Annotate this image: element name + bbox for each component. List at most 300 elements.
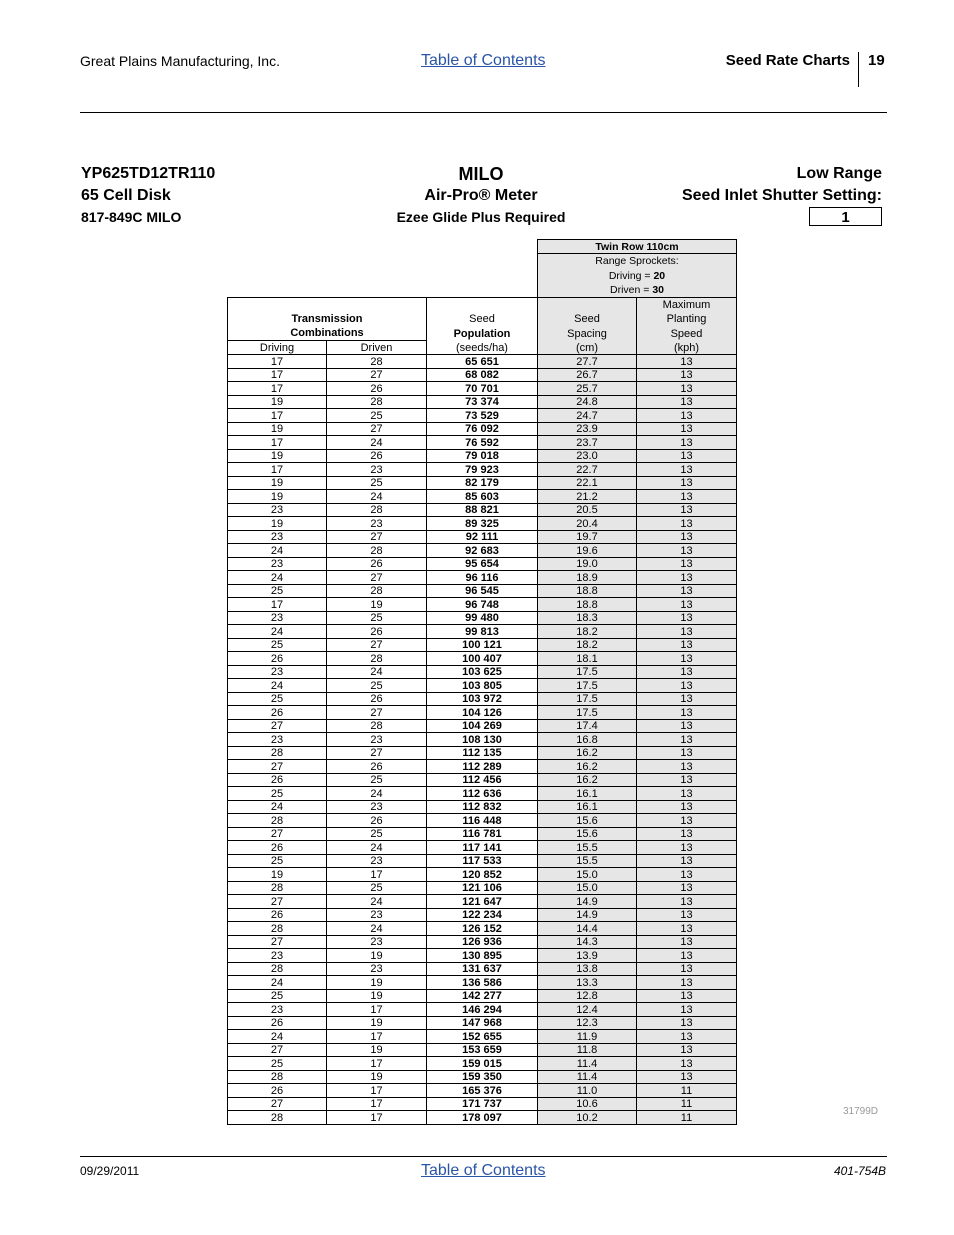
- spacing-cell: 16.8: [538, 733, 637, 747]
- driving-cell: 26: [228, 652, 327, 666]
- speed-cell: 13: [637, 692, 737, 706]
- driving-cell: 27: [228, 895, 327, 909]
- population-cell: 82 179: [427, 476, 538, 490]
- population-cell: 96 545: [427, 584, 538, 598]
- speed-cell: 13: [637, 976, 737, 990]
- driving-cell: 23: [228, 665, 327, 679]
- driving-cell: 28: [228, 746, 327, 760]
- driving-cell: 25: [228, 584, 327, 598]
- population-cell: 159 015: [427, 1057, 538, 1071]
- driven-cell: 24: [327, 895, 427, 909]
- driven-cell: 24: [327, 490, 427, 504]
- table-row: [228, 517, 737, 531]
- speed-cell: 13: [637, 355, 737, 369]
- spacing-cell: 16.1: [538, 800, 637, 814]
- driven-cell: 25: [327, 827, 427, 841]
- driving-cell: 23: [228, 530, 327, 544]
- speed-cell: 13: [637, 625, 737, 639]
- transmission-header: Transmission Combinations: [228, 298, 427, 341]
- population-cell: 68 082: [427, 368, 538, 382]
- driving-cell: 19: [228, 868, 327, 882]
- speed-cell: 13: [637, 760, 737, 774]
- driven-sprocket-value: 30: [652, 284, 664, 297]
- population-cell: 121 647: [427, 895, 538, 909]
- table-row: [228, 841, 737, 855]
- population-cell: 65 651: [427, 355, 538, 369]
- population-cell: 99 480: [427, 611, 538, 625]
- speed-cell: 13: [637, 638, 737, 652]
- driving-cell: 17: [228, 409, 327, 423]
- table-row: [228, 895, 737, 909]
- driven-cell: 27: [327, 530, 427, 544]
- driven-cell: 24: [327, 787, 427, 801]
- driven-cell: 27: [327, 368, 427, 382]
- table-row: [228, 922, 737, 936]
- population-cell: 85 603: [427, 490, 538, 504]
- spacing-cell: 13.9: [538, 949, 637, 963]
- spacing-cell: 16.2: [538, 760, 637, 774]
- table-row: [228, 989, 737, 1003]
- table-row: [228, 868, 737, 882]
- table-row: [228, 557, 737, 571]
- spacing-cell: 18.9: [538, 571, 637, 585]
- speed-cell: 13: [637, 949, 737, 963]
- table-row: [228, 665, 737, 679]
- table-row: [228, 976, 737, 990]
- population-cell: 73 374: [427, 395, 538, 409]
- table-row: [228, 409, 737, 423]
- speed-cell: 13: [637, 1016, 737, 1030]
- speed-cell: 13: [637, 989, 737, 1003]
- driven-cell: 19: [327, 1043, 427, 1057]
- driving-cell: 27: [228, 827, 327, 841]
- population-cell: 126 936: [427, 935, 538, 949]
- driven-cell: 19: [327, 976, 427, 990]
- population-cell: 121 106: [427, 881, 538, 895]
- driving-cell: 26: [228, 908, 327, 922]
- spacing-cell: 10.6: [538, 1097, 637, 1111]
- speed-cell: 13: [637, 1057, 737, 1071]
- driving-cell: 27: [228, 760, 327, 774]
- table-row: [228, 1070, 737, 1084]
- speed-cell: 13: [637, 1030, 737, 1044]
- section-title: Seed Rate Charts: [725, 52, 850, 69]
- driven-cell: 19: [327, 1016, 427, 1030]
- table-row: [228, 368, 737, 382]
- driving-cell: 24: [228, 625, 327, 639]
- spacing-cell: 23.0: [538, 449, 637, 463]
- crop-title: MILO: [458, 164, 504, 184]
- table-row: [228, 395, 737, 409]
- speed-cell: 13: [637, 800, 737, 814]
- table-row: [228, 814, 737, 828]
- driving-cell: 23: [228, 557, 327, 571]
- spacing-cell: 14.3: [538, 935, 637, 949]
- population-cell: 99 813: [427, 625, 538, 639]
- table-row: [228, 611, 737, 625]
- driven-cell: 26: [327, 814, 427, 828]
- driven-cell: 27: [327, 638, 427, 652]
- driving-cell: 28: [228, 1070, 327, 1084]
- driven-cell: 26: [327, 625, 427, 639]
- population-cell: 103 625: [427, 665, 538, 679]
- spacing-cell: 17.5: [538, 665, 637, 679]
- population-cell: 95 654: [427, 557, 538, 571]
- speed-cell: 13: [637, 449, 737, 463]
- spacing-cell: 17.5: [538, 692, 637, 706]
- spacing-cell: 11.4: [538, 1057, 637, 1071]
- population-cell: 131 637: [427, 962, 538, 976]
- spacing-cell: 24.8: [538, 395, 637, 409]
- speed-unit: (kph): [637, 341, 737, 355]
- table-row: [228, 827, 737, 841]
- speed-cell: 13: [637, 841, 737, 855]
- spacing-cell: 18.1: [538, 652, 637, 666]
- shutter-label: Seed Inlet Shutter Setting:: [681, 187, 882, 204]
- spacing-cell: 20.5: [538, 503, 637, 517]
- driven-cell: 17: [327, 868, 427, 882]
- driving-cell: 17: [228, 382, 327, 396]
- spacing-cell: 16.2: [538, 773, 637, 787]
- driven-cell: 23: [327, 517, 427, 531]
- population-cell: 92 111: [427, 530, 538, 544]
- page-number: 19: [868, 52, 885, 69]
- population-cell: 112 289: [427, 760, 538, 774]
- driven-cell: 17: [327, 1003, 427, 1017]
- driving-cell: 23: [228, 733, 327, 747]
- spacing-cell: 11.4: [538, 1070, 637, 1084]
- driven-cell: 23: [327, 854, 427, 868]
- table-row: [228, 1030, 737, 1044]
- table-row: [228, 1003, 737, 1017]
- spacing-cell: 18.2: [538, 625, 637, 639]
- speed-cell: 13: [637, 1043, 737, 1057]
- driven-cell: 26: [327, 760, 427, 774]
- driving-cell: 26: [228, 1016, 327, 1030]
- driving-cell: 24: [228, 976, 327, 990]
- table-row: [228, 949, 737, 963]
- driven-cell: 24: [327, 922, 427, 936]
- population-cell: 104 126: [427, 706, 538, 720]
- driven-cell: 28: [327, 355, 427, 369]
- driving-cell: 17: [228, 355, 327, 369]
- table-row: [228, 881, 737, 895]
- driving-cell: 17: [228, 463, 327, 477]
- population-cell: 112 832: [427, 800, 538, 814]
- range-label: Low Range: [796, 165, 882, 182]
- speed-cell: 13: [637, 679, 737, 693]
- driving-cell: 23: [228, 611, 327, 625]
- table-row: [228, 422, 737, 436]
- driving-cell: 25: [228, 638, 327, 652]
- driven-cell: 27: [327, 422, 427, 436]
- population-cell: 76 092: [427, 422, 538, 436]
- spacing-unit: (cm): [538, 341, 637, 355]
- driving-cell: 25: [228, 1057, 327, 1071]
- population-cell: 100 407: [427, 652, 538, 666]
- population-cell: 76 592: [427, 436, 538, 450]
- driven-cell: 25: [327, 679, 427, 693]
- population-cell: 89 325: [427, 517, 538, 531]
- header-divider: [858, 52, 859, 87]
- driving-cell: 23: [228, 1003, 327, 1017]
- population-cell: 171 737: [427, 1097, 538, 1111]
- speed-cell: 13: [637, 935, 737, 949]
- table-row: [228, 652, 737, 666]
- driven-sprocket: Driven = 30: [610, 284, 664, 297]
- spacing-cell: 22.1: [538, 476, 637, 490]
- speed-cell: 13: [637, 746, 737, 760]
- table-row: [228, 382, 737, 396]
- header-rule: [80, 112, 887, 113]
- table-row: [228, 490, 737, 504]
- driving-cell: 26: [228, 706, 327, 720]
- table-row: [228, 625, 737, 639]
- spacing-cell: 15.0: [538, 881, 637, 895]
- toc-link-header[interactable]: Table of Contents: [421, 52, 546, 69]
- driving-cell: 24: [228, 544, 327, 558]
- driving-sprocket: Driving = 20: [608, 269, 666, 282]
- speed-cell: 13: [637, 557, 737, 571]
- toc-link-footer[interactable]: Table of Contents: [421, 1162, 546, 1179]
- speed-cell: 13: [637, 1003, 737, 1017]
- population-cell: 88 821: [427, 503, 538, 517]
- spacing-cell: 12.8: [538, 989, 637, 1003]
- spacing-cell: 15.6: [538, 814, 637, 828]
- meter-name: Air-Pro® Meter: [424, 187, 538, 204]
- doc-number: 401-754B: [833, 1164, 886, 1178]
- driving-cell: 28: [228, 814, 327, 828]
- table-row: [228, 1016, 737, 1030]
- speed-cell: 13: [637, 908, 737, 922]
- driven-cell: 24: [327, 665, 427, 679]
- driven-cell: 24: [327, 841, 427, 855]
- driven-cell: 23: [327, 935, 427, 949]
- table-row: [228, 638, 737, 652]
- table-row: [228, 571, 737, 585]
- driving-sprocket-value: 20: [653, 269, 666, 282]
- driven-cell: 26: [327, 449, 427, 463]
- speed-cell: 13: [637, 409, 737, 423]
- spacing-cell: 18.3: [538, 611, 637, 625]
- speed-cell: 13: [637, 611, 737, 625]
- population-cell: 122 234: [427, 908, 538, 922]
- speed-cell: 13: [637, 854, 737, 868]
- population-cell: 116 781: [427, 827, 538, 841]
- population-cell: 79 923: [427, 463, 538, 477]
- driving-cell: 26: [228, 841, 327, 855]
- twin-row-caption: Twin Row 110cm: [538, 240, 737, 254]
- driving-cell: 27: [228, 719, 327, 733]
- population-header: Seed Population: [427, 298, 538, 341]
- model-number: YP625TD12TR110: [81, 165, 216, 182]
- population-cell: 146 294: [427, 1003, 538, 1017]
- population-cell: 104 269: [427, 719, 538, 733]
- spacing-cell: 14.9: [538, 895, 637, 909]
- disk-type: 65 Cell Disk: [81, 187, 171, 204]
- spacing-cell: 11.9: [538, 1030, 637, 1044]
- speed-cell: 13: [637, 962, 737, 976]
- driving-cell: 28: [228, 881, 327, 895]
- speed-cell: 11: [637, 1084, 737, 1098]
- driving-cell: 28: [228, 1111, 327, 1125]
- driving-cell: 19: [228, 422, 327, 436]
- footer-rule: [80, 1156, 887, 1157]
- population-cell: 152 655: [427, 1030, 538, 1044]
- driven-cell: 26: [327, 557, 427, 571]
- table-row: [228, 1057, 737, 1071]
- driving-cell: 26: [228, 773, 327, 787]
- population-cell: 73 529: [427, 409, 538, 423]
- population-cell: 178 097: [427, 1111, 538, 1125]
- population-cell: 136 586: [427, 976, 538, 990]
- range-sprockets-label: Range Sprockets:: [595, 255, 679, 268]
- spacing-cell: 12.4: [538, 1003, 637, 1017]
- driven-cell: 25: [327, 409, 427, 423]
- spacing-header: Seed Spacing: [538, 298, 637, 341]
- driven-cell: 27: [327, 571, 427, 585]
- population-cell: 79 018: [427, 449, 538, 463]
- driving-cell: 23: [228, 503, 327, 517]
- range-sprockets: [538, 254, 737, 299]
- table-row: [228, 463, 737, 477]
- seed-rate-table: [227, 297, 737, 1125]
- population-cell: 130 895: [427, 949, 538, 963]
- driving-cell: 24: [228, 800, 327, 814]
- spacing-cell: 19.6: [538, 544, 637, 558]
- speed-cell: 13: [637, 719, 737, 733]
- spacing-cell: 17.5: [538, 679, 637, 693]
- speed-cell: 13: [637, 368, 737, 382]
- spacing-cell: 14.9: [538, 908, 637, 922]
- population-cell: 159 350: [427, 1070, 538, 1084]
- spacing-cell: 15.6: [538, 827, 637, 841]
- footer-date: 09/29/2011: [80, 1164, 140, 1178]
- shutter-value-box: 1: [809, 207, 882, 226]
- population-cell: 70 701: [427, 382, 538, 396]
- table-row: [228, 1097, 737, 1111]
- driving-cell: 23: [228, 949, 327, 963]
- table-row: [228, 1084, 737, 1098]
- seed-rate-rows: [228, 355, 737, 1125]
- table-row: [228, 935, 737, 949]
- table-row: [228, 733, 737, 747]
- speed-cell: 13: [637, 922, 737, 936]
- speed-cell: 13: [637, 422, 737, 436]
- speed-cell: 13: [637, 544, 737, 558]
- table-row: [228, 908, 737, 922]
- table-row: [228, 773, 737, 787]
- population-cell: 116 448: [427, 814, 538, 828]
- spacing-cell: 19.0: [538, 557, 637, 571]
- speed-cell: 13: [637, 1070, 737, 1084]
- driven-cell: 28: [327, 395, 427, 409]
- driving-header: Driving: [228, 341, 327, 355]
- population-cell: 126 152: [427, 922, 538, 936]
- population-cell: 96 116: [427, 571, 538, 585]
- spacing-cell: 26.7: [538, 368, 637, 382]
- speed-cell: 13: [637, 517, 737, 531]
- driving-cell: 25: [228, 989, 327, 1003]
- driving-cell: 19: [228, 395, 327, 409]
- driven-cell: 25: [327, 881, 427, 895]
- driven-cell: 19: [327, 989, 427, 1003]
- table-row: [228, 1043, 737, 1057]
- driven-header: Driven: [327, 341, 427, 355]
- spacing-cell: 11.8: [538, 1043, 637, 1057]
- speed-cell: 13: [637, 773, 737, 787]
- spacing-cell: 24.7: [538, 409, 637, 423]
- driven-cell: 17: [327, 1097, 427, 1111]
- speed-cell: 13: [637, 814, 737, 828]
- driven-cell: 23: [327, 962, 427, 976]
- speed-header: Maximum Planting Speed: [637, 298, 737, 341]
- speed-cell: 13: [637, 652, 737, 666]
- driven-cell: 26: [327, 692, 427, 706]
- driving-cell: 19: [228, 476, 327, 490]
- driven-cell: 19: [327, 1070, 427, 1084]
- spacing-cell: 12.3: [538, 1016, 637, 1030]
- population-cell: 103 805: [427, 679, 538, 693]
- driving-cell: 27: [228, 1097, 327, 1111]
- spacing-cell: 17.4: [538, 719, 637, 733]
- speed-cell: 13: [637, 395, 737, 409]
- table-row: [228, 854, 737, 868]
- table-row: [228, 962, 737, 976]
- table-row: [228, 679, 737, 693]
- driven-cell: 25: [327, 476, 427, 490]
- driven-cell: 17: [327, 1084, 427, 1098]
- spacing-cell: 15.5: [538, 841, 637, 855]
- population-cell: 120 852: [427, 868, 538, 882]
- population-cell: 112 135: [427, 746, 538, 760]
- driven-cell: 27: [327, 746, 427, 760]
- driving-cell: 17: [228, 598, 327, 612]
- figure-id: 31799D: [843, 1106, 879, 1117]
- driving-cell: 19: [228, 490, 327, 504]
- table-row: [228, 476, 737, 490]
- table-row: [228, 598, 737, 612]
- spacing-cell: 25.7: [538, 382, 637, 396]
- table-row: [228, 706, 737, 720]
- spacing-cell: 14.4: [538, 922, 637, 936]
- table-row: [228, 1111, 737, 1125]
- speed-cell: 13: [637, 881, 737, 895]
- table-row: [228, 355, 737, 369]
- speed-cell: 13: [637, 530, 737, 544]
- spacing-cell: 13.8: [538, 962, 637, 976]
- speed-cell: 13: [637, 436, 737, 450]
- speed-cell: 13: [637, 895, 737, 909]
- spacing-cell: 15.5: [538, 854, 637, 868]
- speed-cell: 13: [637, 706, 737, 720]
- table-row: [228, 544, 737, 558]
- population-unit: (seeds/ha): [427, 341, 538, 355]
- speed-cell: 13: [637, 382, 737, 396]
- population-cell: 112 456: [427, 773, 538, 787]
- spacing-cell: 23.7: [538, 436, 637, 450]
- table-row: [228, 760, 737, 774]
- driven-cell: 25: [327, 773, 427, 787]
- driving-cell: 28: [228, 962, 327, 976]
- population-cell: 92 683: [427, 544, 538, 558]
- driven-cell: 19: [327, 598, 427, 612]
- table-row: [228, 449, 737, 463]
- driving-cell: 24: [228, 1030, 327, 1044]
- spacing-cell: 16.2: [538, 746, 637, 760]
- spacing-cell: 21.2: [538, 490, 637, 504]
- driven-cell: 27: [327, 706, 427, 720]
